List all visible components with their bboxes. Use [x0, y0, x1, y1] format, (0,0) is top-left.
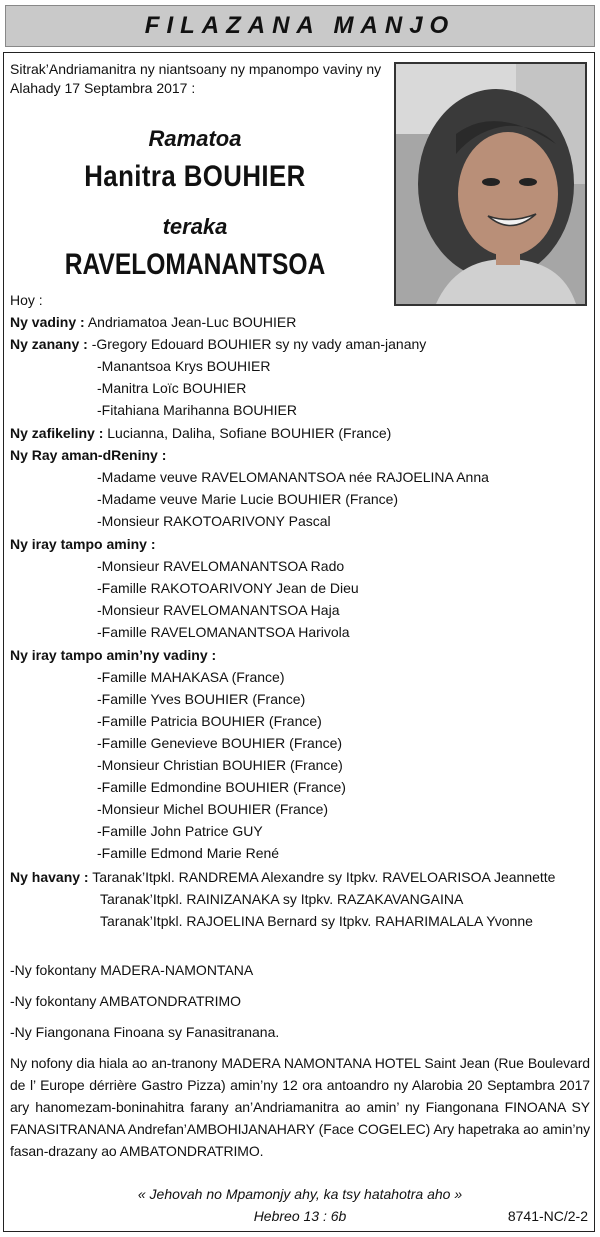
maiden-name: RAVELOMANANTSOA	[64, 248, 326, 281]
intro-line-1: Sitrak’Andriamanitra ny niantsoany ny mpanompo vaviny ny	[10, 61, 382, 77]
born-label-block	[5, 216, 385, 238]
list-item: -Madame veuve Marie Lucie BOUHIER (France)	[97, 491, 399, 507]
header-title: FILAZANA MANJO	[144, 12, 456, 39]
children-first: -Gregory Edouard BOUHIER sy ny vady aman-janany	[91, 336, 427, 352]
maiden-name-block	[5, 248, 385, 281]
deceased-title: Ramatoa	[148, 126, 242, 151]
community-item: -Ny fokontany MADERA-NAMONTANA	[10, 962, 254, 978]
grandchildren-label: Ny zafikeliny :	[10, 425, 104, 441]
list-item: -Famille RAKOTOARIVONY Jean de Dieu	[97, 580, 359, 596]
list-item: -Famille RAVELOMANANTSOA Harivola	[97, 624, 350, 640]
list-item: -Famille MAHAKASA (France)	[97, 669, 285, 685]
relatives-row	[10, 866, 555, 888]
header-bar	[5, 5, 595, 47]
portrait-illustration	[396, 64, 585, 304]
intro-line-2: Alahady 17 Septambra 2017 :	[10, 80, 196, 96]
spouse-row	[10, 311, 296, 333]
list-item: -Famille Patricia BOUHIER (France)	[97, 713, 322, 729]
community-item: -Ny Fiangonana Finoana sy Fanasitranana.	[10, 1024, 280, 1040]
relatives-first: Taranak’Itpkl. RANDREMA Alexandre sy Itpkv. RAVELOARISOA Jeannette	[92, 869, 556, 885]
children-label: Ny zanany :	[10, 336, 88, 352]
bible-reference: Hebreo 13 : 6b	[253, 1208, 347, 1224]
list-item: -Monsieur Michel BOUHIER (France)	[97, 801, 329, 817]
bible-quote: « Jehovah no Mpamonjy ahy, ka tsy hatahotra aho »	[137, 1186, 463, 1202]
list-item: -Famille Yves BOUHIER (France)	[97, 691, 306, 707]
intro-text	[10, 60, 390, 98]
siblings-label: Ny iray tampo aminy :	[10, 536, 156, 552]
portrait-photo	[394, 62, 587, 306]
spouse-siblings-label: Ny iray tampo amin’ny vadiny :	[10, 647, 217, 663]
list-item: -Manitra Loïc BOUHIER	[97, 380, 247, 396]
funeral-notice: Ny nofony dia hiala ao an-tranony MADERA NAMONTANA HOTEL Saint Jean (Rue Boulevard de l’ Europe dérrière Gastro Pizza) amin’ny 12 ora antoandro ny Alarobia 20 Septambra 2017 ary hanomezam-boninahitra farany an’Andriamanitra ao amin’ ny Fiangonana FINOANA SY FANASITRANANA Andrefan’AMBOHIJANAHARY (Face COGELEC) Ary hapetraka ao amin’ny fasan-drazany ao AMBATONDRATRIMO.	[10, 1055, 590, 1159]
list-item: -Fitahiana Marihanna BOUHIER	[97, 402, 297, 418]
list-item: -Famille John Patrice GUY	[97, 823, 263, 839]
list-item: -Monsieur RAKOTOARIVONY Pascal	[97, 513, 331, 529]
spouse-value: Andriamatoa Jean-Luc BOUHIER	[87, 314, 297, 330]
list-item: Taranak’Itpkl. RAINIZANAKA sy Itpkv. RAZAKAVANGAINA	[100, 891, 464, 907]
list-item: -Famille Genevieve BOUHIER (France)	[97, 735, 343, 751]
grandchildren-row	[10, 422, 391, 444]
born-label: teraka	[162, 214, 228, 239]
ad-code: 8741-NC/2-2	[507, 1208, 588, 1224]
list-item: -Manantsoa Krys BOUHIER	[97, 358, 271, 374]
relatives-label: Ny havany :	[10, 869, 89, 885]
list-item: -Famille Edmondine BOUHIER (France)	[97, 779, 346, 795]
hoy-label: Hoy :	[10, 292, 43, 308]
deceased-name: Hanitra BOUHIER	[84, 160, 306, 193]
grandchildren-value: Lucianna, Daliha, Sofiane BOUHIER (France)	[107, 425, 392, 441]
parents-label: Ny Ray aman-dReniny :	[10, 447, 167, 463]
spouse-label: Ny vadiny :	[10, 314, 85, 330]
deceased-title-block	[5, 128, 385, 150]
deceased-name-block	[5, 160, 385, 193]
children-row	[10, 333, 426, 355]
list-item: -Monsieur RAVELOMANANTSOA Rado	[97, 558, 345, 574]
list-item: Taranak’Itpkl. RAJOELINA Bernard sy Itpkv. RAHARIMALALA Yvonne	[100, 913, 533, 929]
list-item: -Monsieur RAVELOMANANTSOA Haja	[97, 602, 340, 618]
list-item: -Madame veuve RAVELOMANANTSOA née RAJOELINA Anna	[97, 469, 489, 485]
list-item: -Famille Edmond Marie René	[97, 845, 280, 861]
community-item: -Ny fokontany AMBATONDRATRIMO	[10, 993, 242, 1009]
list-item: -Monsieur Christian BOUHIER (France)	[97, 757, 343, 773]
